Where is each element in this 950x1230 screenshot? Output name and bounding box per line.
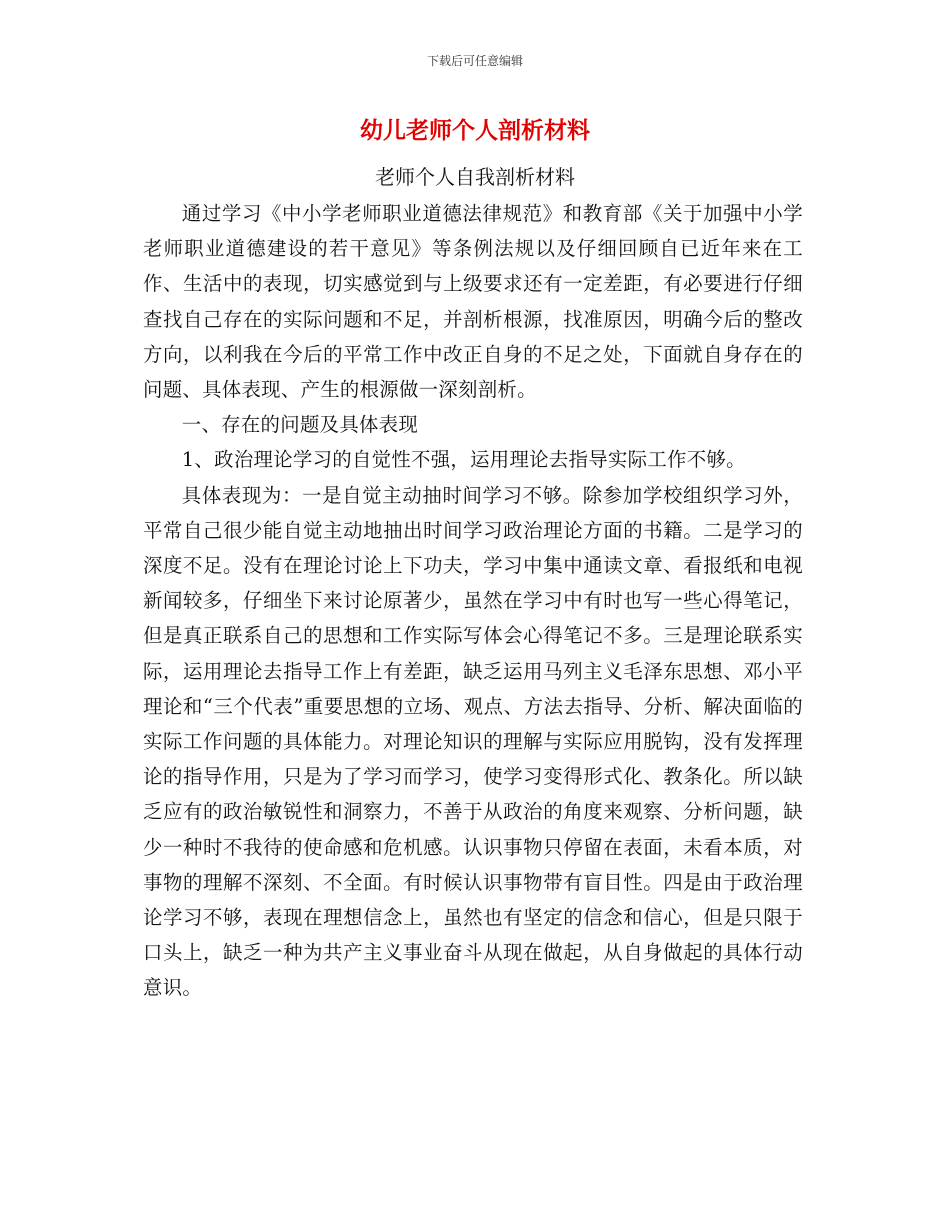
- paragraph-details: 具体表现为：一是自觉主动抽时间学习不够。除参加学校组织学习外，平常自己很少能自觉主动地抽出时间学习政治理论方面的书籍。二是学习的深度不足。没有在理论讨论上下功夫，学习中集中通读文章、看报纸和电视新闻较多，仔细坐下来讨论原著少，虽然在学习中有时也写一些心得笔记，但是真正联系自己的思想和工作实际写体会心得笔记不多。三是理论联系实际，运用理论去指导工作上有差距，缺乏运用马列主义毛泽东思想、邓小平理论和“三个代表”重要思想的立场、观点、方法去指导、分析、解决面临的实际工作问题的具体能力。对理论知识的理解与实际应用脱钩，没有发挥理论的指导作用，只是为了学习而学习，使学习变得形式化、教条化。所以缺乏应有的政治敏锐性和洞察力，不善于从政治的角度来观察、分析问题，缺少一种时不我待的使命感和危机感。认识事物只停留在表面，未看本质，对事物的理解不深刻、不全面。有时候认识事物带有盲目性。四是由于政治理论学习不够，表现在理想信念上，虽然也有坚定的信念和信心，但是只限于口头上，缺乏一种为共产主义事业奋斗从现在做起，从自身做起的具体行动意识。: [143, 483, 803, 1000]
- problem-item-1: 1、政治理论学习的自觉性不强，运用理论去指导实际工作不够。: [181, 448, 746, 472]
- header-note: 下载后可任意编辑: [426, 54, 523, 68]
- paragraph-intro: 通过学习《中小学老师职业道德法律规范》和教育部《关于加强中小学老师职业道德建设的若干意见》等条例法规以及仔细回顾自已近年来在工作、生活中的表现，切实感觉到与上级要求还有一定差距，有必要进行仔细查找自己存在的实际问题和不足，并剖析根源，找准原因，明确今后的整改方向，以利我在今后的平常工作中改正自身的不足之处，下面就自身存在的问题、具体表现、产生的根源做一深刻剖析。: [143, 202, 803, 402]
- document-subtitle: 老师个人自我剖析材料: [375, 165, 575, 189]
- document-title: 幼儿老师个人剖析材料: [360, 118, 590, 144]
- document-body: [143, 196, 803, 1006]
- section-heading: 一、存在的问题及具体表现: [181, 413, 419, 437]
